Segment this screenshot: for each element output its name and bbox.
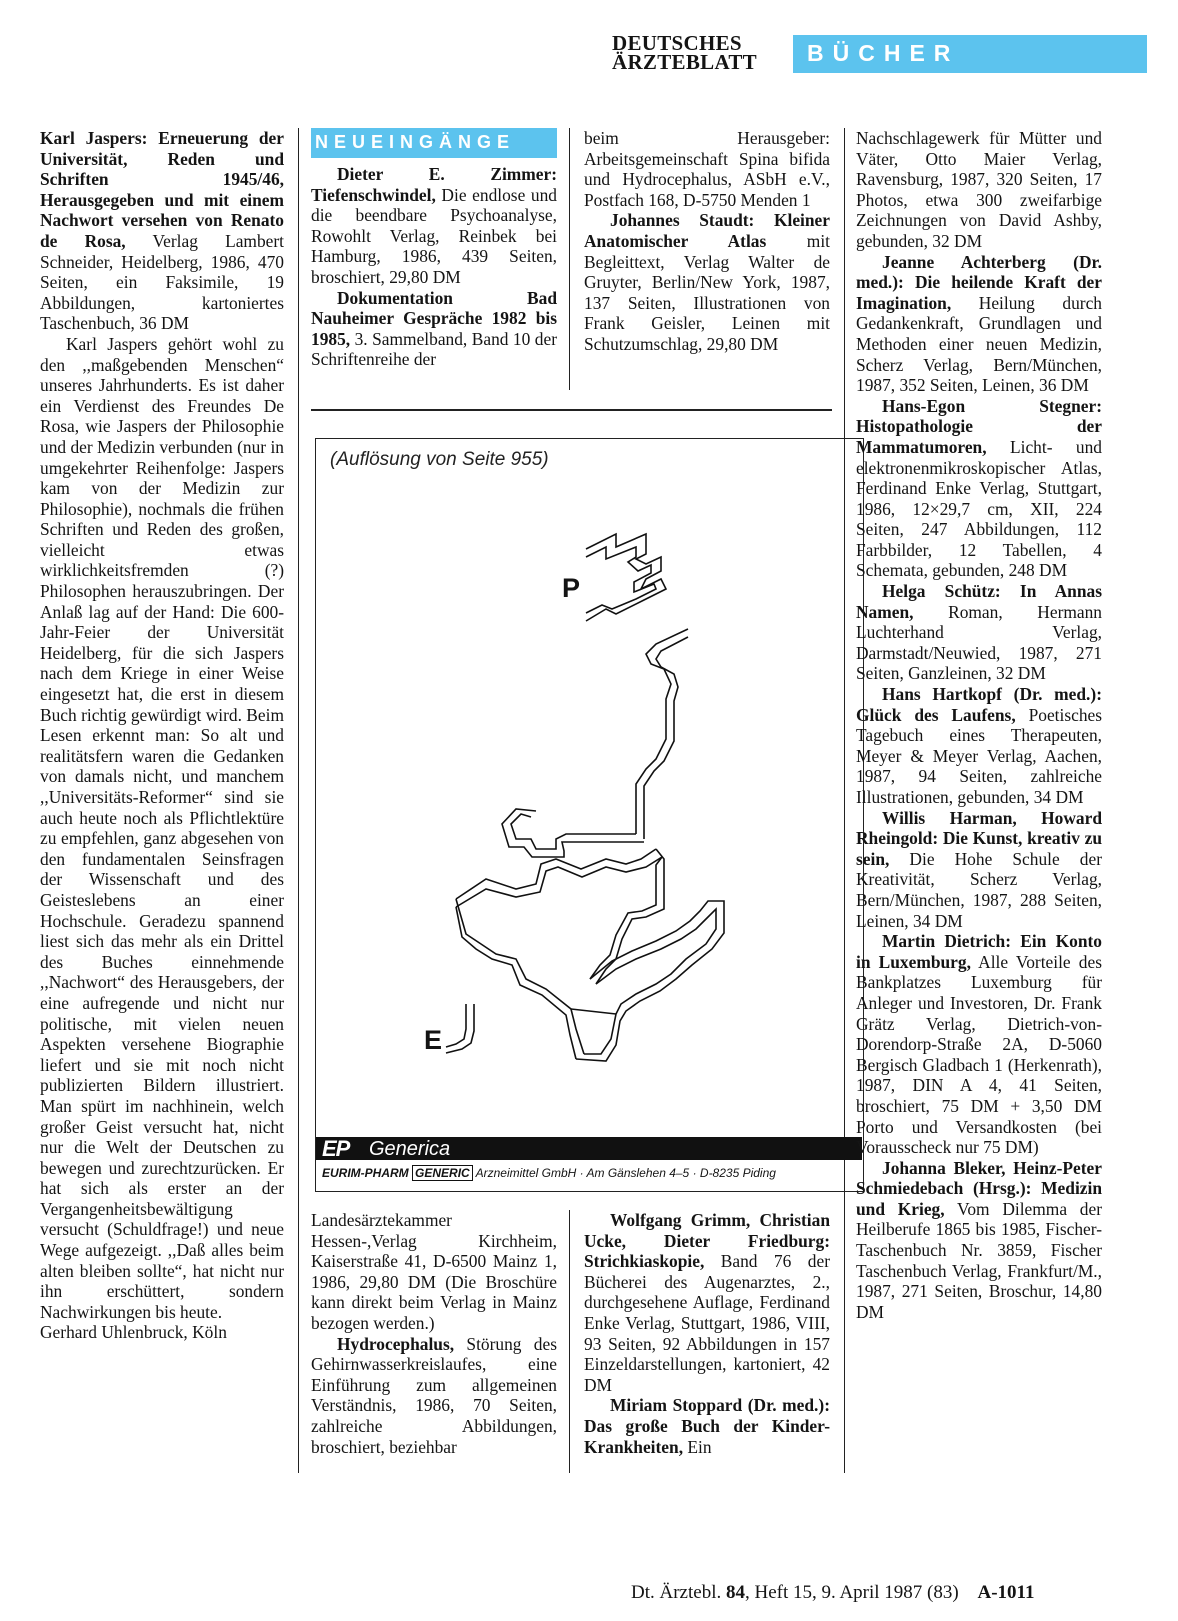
book-title: Helga Schütz: In Annas Namen, <box>856 581 1102 622</box>
review-text: Karl Jaspers gehört wohl zu den ,,maßgebenden Menschen“ unseres Jahrhunderts. Es ist daher ein Verdienst des Freundes De Rosa, wie Jaspers der Philosophie und der Medizin verbunden (nur in umgekehrter Reihenfolge: Jaspers kam von der Medizin zur Philosophie), nochmals die frühen Schriften und Reden des großen, vielleicht etwas wirklichkeitsfremden (?) Philosophen herauszubringen. Der Anlaß lag auf der Hand: Die 600-Jahr-Feier der Universität Heidelberg, für die sich Jaspers nach dem Kriege in einer Weise eingesetzt hat, die erst in diesem Buch richtig gewürdigt wird. Beim Lesen erkennt man: So alt und realitätsfern waren die Gedanken von damals nicht, und manchem ,,Universitäts-Reformer“ sind sie auch heute noch als Pflichtlektüre zu empfehlen, ganz abgesehen von den fundamentalen Seinsfragen der Wissenschaft und des Geisteslebens an einer Hochschule. Geradezu spannend liest sich das mehr als ein Drittel des Buches einnehmende ,,Nachwort“ des Herausgebers, der eine aufregende und nicht nur politische, mit vielen neuen Aspekten versehene Biographie liefert und sie mit noch nicht publizierten Bildern illustriert. Man spürt im nachhinein, welch großer Geist versucht hat, nicht nur die Welt der Deutschen zu bewegen und zurechtzurücken. Er hat sich als erster an der Vergangenheitsbewältigung versucht (Schuldfrage!) und neue Wege aufgezeigt. ,,Daß alles beim alten bleiben sollte“, hat nicht nur ihn erschüttert, sondern Nachwirkungen bis heute. <box>40 333 284 1322</box>
book-details: 3. Sammelband, Band 10 der Schriftenreihe der <box>311 328 557 370</box>
book-entry <box>856 931 1102 1158</box>
book-title: Dokumentation Bad Nauheimer Gespräche 1982 bis 1985, <box>311 287 557 349</box>
book-entry <box>856 252 1102 396</box>
book-title: Willis Harman, Howard Rheingold: Die Kunst, kreativ zu sein, <box>856 807 1102 869</box>
review-author: Gerhard Uhlenbruck, Köln <box>40 1322 227 1343</box>
book-details: Roman, Hermann Luchterhand Verlag, Darmstadt/Neuwied, 1987, 271 Seiten, Ganzleinen, 32 DM <box>856 601 1102 684</box>
book-details: Verlag Lambert Schneider, Heidelberg, 1986, 470 Seiten, ein Faksimile, 19 Abbildungen, kartoniertes Taschenbuch, 36 DM <box>40 230 284 334</box>
book-entry <box>311 1334 557 1458</box>
book-title: Johannes Staudt: Kleiner Anatomischer Atlas <box>584 210 830 251</box>
section-label: BÜCHER <box>793 35 1147 73</box>
ad-address: Arzneimittel GmbH · Am Gänslehen 4–5 · D-8235 Piding <box>475 1166 776 1180</box>
puzzle-solution-box <box>315 438 864 1192</box>
book-entry <box>856 396 1102 581</box>
book-details: Ein <box>683 1436 712 1457</box>
book-details: Band 76 der Bücherei des Augenarztes, 2., durchgesehene Auflage, Ferdinand Enke Verlag, Stuttgart, 1986, VIII, 93 Seiten, 92 Abbildungen in 157 Einzeldarstellungen, kartoniert, 42 DM <box>584 1251 830 1395</box>
new-arrivals-badge: NEUEINGÄNGE <box>311 128 557 158</box>
book-title: Martin Dietrich: Ein Konto in Luxemburg, <box>856 931 1102 972</box>
book-entry <box>311 164 557 288</box>
citation-volume: 84 <box>725 1582 745 1603</box>
book-entry <box>584 210 830 354</box>
book-details: Die endlose und die beendbare Psychoanalyse, Rowohlt Verlag, Reinbek bei Hamburg, 1986, 439 Seiten, broschiert, 29,80 DM <box>311 184 557 287</box>
book-details: Die Hohe Schule der Kreativität, Scherz Verlag, Bern/München, 1987, 288 Seiten, Leinen, 34 DM <box>856 848 1102 931</box>
book-entry <box>856 808 1102 932</box>
book-title: Karl Jaspers: Erneuerung der Universität, Reden und Schriften 1945/46, Herausgegeben und mit einem Nachwort versehen von Renato de Rosa, <box>40 128 284 251</box>
book-details: Störung des Gehirnwasserkreislaufes, eine Einführung zum allgemeinen Verständnis, 1986, 70 Seiten, zahlreiche Abbildungen, broschiert, beziehbar <box>311 1333 557 1457</box>
book-entry-continued: beim Herausgeber: Arbeitsgemeinschaft Spina bifida und Hydrocephalus, ASbH e.V., Postfach 168, D-5750 Menden 1 <box>584 128 830 210</box>
citation-issue: , Heft 15, 9. April 1987 (83) <box>744 1582 959 1603</box>
puzzle-caption: (Auflösung von Seite 955) <box>330 449 549 470</box>
book-details: mit Begleittext, Verlag Walter de Gruyter, Berlin/New York, 1987, 137 Seiten, Illustrationen von Frank Geisler, Leinen mit Schutzumschlag, 29,80 DM <box>584 230 830 354</box>
page-footer <box>631 1582 1034 1604</box>
maze-solution-path <box>316 439 862 1129</box>
book-entry <box>856 1158 1102 1323</box>
book-title: Hydrocephalus, <box>337 1333 455 1354</box>
column-2-top <box>311 128 557 370</box>
book-entry <box>856 581 1102 684</box>
column-divider <box>569 128 570 390</box>
maze-end-label: E <box>424 1025 443 1055</box>
advertisement-bar <box>316 1137 862 1160</box>
book-details: Heilung durch Gedankenkraft, Grundlagen und Methoden einer neuen Medizin, Scherz Verlag, Bern/München, 1987, 352 Seiten, Leinen, 36 DM <box>856 292 1102 396</box>
advertisement-address-line <box>322 1165 776 1181</box>
page-number: A-1011 <box>977 1582 1035 1603</box>
column-divider <box>569 1210 570 1473</box>
book-title: Hans-Egon Stegner: Histopathologie der Mammatumoren, <box>856 395 1102 457</box>
book-entry-continued: Landesärztekammer Hessen-,Verlag Kirchheim, Kaiserstraße 41, D-6500 Mainz 1, 1986, 29,80 DM (Die Broschüre kann direkt beim Verlag in Mainz bezogen werden.) <box>311 1210 557 1333</box>
book-title: Johanna Bleker, Heinz-Peter Schmiedebach (Hrsg.): Medizin und Krieg, <box>856 1157 1102 1219</box>
book-details: Licht- und elektronenmikroskopischer Atlas, Ferdinand Enke Verlag, Stuttgart, 1986, 12×29,7 cm, XII, 224 Seiten, 247 Abbildungen, 112 Farbbilder, 12 Tabellen, 4 Schemata, gebunden, 248 DM <box>856 436 1102 581</box>
masthead <box>612 31 1152 76</box>
book-entry <box>584 1210 830 1395</box>
column-2-bottom <box>311 1210 557 1457</box>
journal-title <box>612 31 757 74</box>
journal-title-line2: ÄRZTEBLATT <box>612 50 757 74</box>
maze-start-label: P <box>562 573 581 603</box>
book-details: Poetisches Tagebuch eines Therapeuten, Meyer & Meyer Verlag, Aachen, 1987, 94 Seiten, zahlreiche Illustrationen, gebunden, 34 DM <box>856 704 1102 807</box>
book-entry <box>584 1395 830 1457</box>
ad-brand-name: Generica <box>369 1138 451 1160</box>
column-1 <box>40 128 284 1343</box>
book-entry <box>40 128 284 334</box>
book-title: Miriam Stoppard (Dr. med.): Das große Buch der Kinder-Krankheiten, <box>584 1395 830 1457</box>
ad-generic-box: GENERIC <box>412 1165 473 1181</box>
ad-company: EURIM-PHARM <box>322 1166 409 1180</box>
book-title: Hans Hartkopf (Dr. med.): Glück des Laufens, <box>856 684 1102 725</box>
journal-title-line1: DEUTSCHES <box>612 31 742 55</box>
section-rule <box>311 409 832 411</box>
book-title: Wolfgang Grimm, Christian Ucke, Dieter Friedburg: Strichkiaskopie, <box>584 1210 830 1272</box>
column-3-top <box>584 128 830 355</box>
book-title: Jeanne Achterberg (Dr. med.): Die heilende Kraft der Imagination, <box>856 251 1102 313</box>
column-4 <box>856 128 1102 1322</box>
citation-prefix: Dt. Ärztebl. <box>631 1582 722 1603</box>
book-title: Dieter E. Zimmer: Tiefenschwindel, <box>311 164 557 205</box>
column-3-bottom <box>584 1210 830 1457</box>
book-details: Alle Vorteile des Bankplatzes Luxemburg für Anleger und Investoren, Dr. Frank Grätz Verlag, Dietrich-von-Dorendorp-Straße 2A, D-5060 Bergisch Gladbach 1 (Herkenrath), 1987, DIN A 4, 41 Seiten, broschiert, 75 DM + 3,50 DM Porto und Versandkosten (bei Vorausscheck nur 75 DM) <box>856 951 1102 1158</box>
column-divider <box>298 128 299 1473</box>
book-details: Vom Dilemma der Heilberufe 1865 bis 1985, Fischer-Taschenbuch Nr. 3859, Fischer Taschenbuch Verlag, Frankfurt/M., 1987, 271 Seiten, Broschur, 14,80 DM <box>856 1198 1103 1322</box>
book-entry-continued: Nachschlagewerk für Mütter und Väter, Otto Maier Verlag, Ravensburg, 1987, 320 Seiten, 17 Photos, etwa 300 zweifarbige Zeichnungen von David Ashby, gebunden, 32 DM <box>856 128 1102 251</box>
ep-logo: EP <box>322 1136 350 1161</box>
book-entry <box>311 288 557 370</box>
book-entry <box>856 684 1102 808</box>
